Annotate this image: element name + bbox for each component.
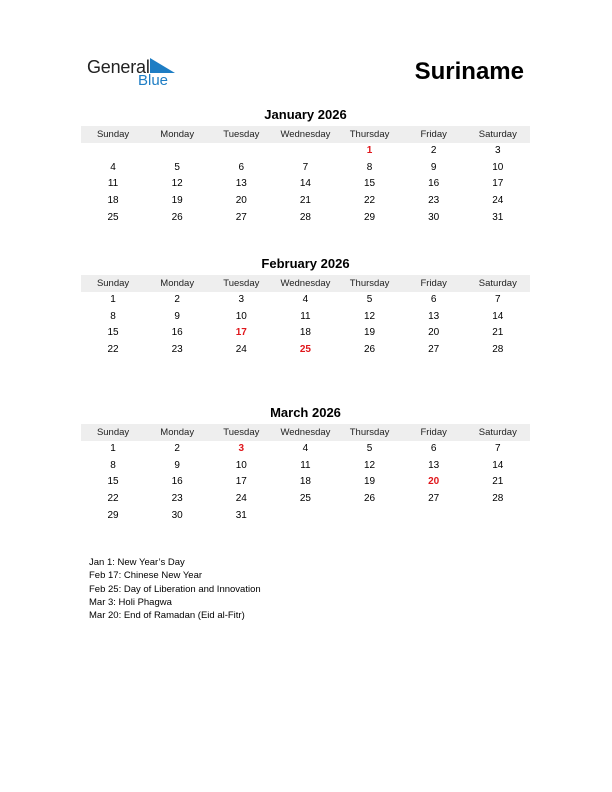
date-cell: 27 xyxy=(428,493,440,505)
date-cell: 8 xyxy=(366,161,373,173)
week-row xyxy=(81,292,530,309)
date-cell: 18 xyxy=(299,476,311,488)
weekday-label: Thursday xyxy=(349,278,390,289)
logo-text-general: General xyxy=(87,57,150,77)
date-cell: 29 xyxy=(107,509,119,521)
weekday-label: Saturday xyxy=(478,129,517,140)
date-cell: 1 xyxy=(110,443,116,454)
date-cell: 30 xyxy=(171,509,183,521)
month-title: March 2026 xyxy=(270,405,341,420)
date-cell: 7 xyxy=(495,294,501,305)
date-cell: 14 xyxy=(492,459,504,471)
week-row xyxy=(81,491,530,508)
date-cell: 27 xyxy=(428,344,440,356)
weekday-label: Sunday xyxy=(96,129,130,140)
weekday-header-row xyxy=(81,126,530,143)
holiday-date: 3 xyxy=(238,443,245,454)
weekday-label: Wednesday xyxy=(280,278,331,289)
date-cell: 19 xyxy=(171,195,183,207)
date-cell: 2 xyxy=(430,145,437,156)
date-cell: 8 xyxy=(110,459,116,471)
month-title: February 2026 xyxy=(261,256,350,271)
holiday-list-item: Mar 3: Holi Phagwa xyxy=(89,596,172,608)
date-cell: 12 xyxy=(364,459,376,471)
date-cell: 9 xyxy=(430,161,437,173)
month-calendar xyxy=(81,404,530,524)
week-row xyxy=(81,441,530,458)
holiday-date: 20 xyxy=(428,476,440,488)
date-cell: 14 xyxy=(299,178,311,190)
weekday-label: Tuesday xyxy=(223,129,260,140)
date-cell: 21 xyxy=(492,476,504,488)
week-row xyxy=(81,309,530,326)
date-cell: 31 xyxy=(492,211,504,223)
empty-date-cell xyxy=(145,143,209,160)
date-cell: 28 xyxy=(299,211,311,223)
date-cell: 22 xyxy=(107,493,119,505)
weekday-label: Monday xyxy=(160,427,195,438)
date-cell: 13 xyxy=(428,459,440,471)
date-cell: 13 xyxy=(428,310,440,322)
logo-text-blue: Blue xyxy=(138,72,169,89)
week-row xyxy=(81,160,530,177)
date-cell: 10 xyxy=(235,459,247,471)
date-cell: 11 xyxy=(107,178,119,190)
date-cell: 12 xyxy=(171,178,183,190)
weekday-label: Saturday xyxy=(478,278,517,289)
date-cell: 18 xyxy=(107,195,119,207)
date-cell: 19 xyxy=(364,476,376,488)
weekday-label: Sunday xyxy=(96,427,130,438)
date-cell: 20 xyxy=(235,195,247,207)
date-cell: 2 xyxy=(174,443,180,454)
week-row xyxy=(81,143,530,160)
date-cell: 4 xyxy=(302,443,309,454)
date-cell: 27 xyxy=(235,211,247,223)
weekday-label: Friday xyxy=(420,278,447,289)
holiday-date: 1 xyxy=(366,145,373,156)
date-cell: 5 xyxy=(366,294,373,305)
date-cell: 11 xyxy=(300,459,311,471)
date-cell: 6 xyxy=(430,294,437,305)
date-cell: 14 xyxy=(492,310,504,322)
weekday-label: Sunday xyxy=(96,278,130,289)
month-calendar xyxy=(81,255,530,359)
date-cell: 17 xyxy=(235,476,247,488)
weekday-label: Wednesday xyxy=(280,427,331,438)
holiday-list-item: Jan 1: New Year’s Day xyxy=(89,557,185,568)
weekday-label: Thursday xyxy=(349,427,390,438)
date-cell: 25 xyxy=(107,211,119,223)
week-row xyxy=(81,508,530,525)
date-cell: 24 xyxy=(492,195,504,207)
date-cell: 15 xyxy=(364,178,376,190)
date-cell: 24 xyxy=(235,493,247,505)
date-cell: 6 xyxy=(430,443,437,454)
date-cell: 2 xyxy=(174,294,180,305)
date-cell: 4 xyxy=(110,161,116,173)
empty-date-cell xyxy=(273,508,337,525)
week-row xyxy=(81,325,530,342)
date-cell: 19 xyxy=(364,327,376,339)
date-cell: 21 xyxy=(492,327,504,339)
date-cell: 26 xyxy=(364,344,376,356)
weekday-header-row xyxy=(81,275,530,292)
weekday-label: Friday xyxy=(420,129,447,140)
month-title: January 2026 xyxy=(264,107,347,122)
week-row xyxy=(81,193,530,210)
date-cell: 18 xyxy=(299,327,311,339)
date-cell: 16 xyxy=(171,476,183,488)
weekday-label: Wednesday xyxy=(280,129,331,140)
holiday-date: 17 xyxy=(235,327,247,339)
week-row xyxy=(81,474,530,491)
weekday-label: Friday xyxy=(420,427,447,438)
date-cell: 9 xyxy=(174,459,180,471)
weekday-label: Monday xyxy=(160,278,195,289)
week-row xyxy=(81,176,530,193)
empty-date-cell xyxy=(466,508,530,525)
weekday-label: Monday xyxy=(160,129,195,140)
empty-date-cell xyxy=(402,508,466,525)
date-cell: 22 xyxy=(107,344,119,356)
date-cell: 31 xyxy=(235,509,247,521)
date-cell: 15 xyxy=(107,327,119,339)
empty-date-cell xyxy=(338,508,402,525)
date-cell: 23 xyxy=(171,493,183,505)
holiday-date: 25 xyxy=(299,344,311,356)
date-cell: 3 xyxy=(238,294,245,305)
date-cell: 8 xyxy=(110,310,116,322)
week-row xyxy=(81,210,530,227)
date-cell: 1 xyxy=(110,294,116,305)
country-title: Suriname xyxy=(414,58,524,85)
holiday-list xyxy=(89,556,261,622)
date-cell: 26 xyxy=(364,493,376,505)
month-calendar xyxy=(81,106,530,226)
week-row xyxy=(81,458,530,475)
date-cell: 7 xyxy=(302,161,309,173)
date-cell: 16 xyxy=(171,327,183,339)
date-cell: 10 xyxy=(492,161,504,173)
empty-date-cell xyxy=(273,143,337,160)
holiday-list-item: Mar 20: End of Ramadan (Eid al-Fitr) xyxy=(89,610,245,622)
generalblue-logo xyxy=(87,56,187,92)
date-cell: 30 xyxy=(428,211,440,223)
date-cell: 28 xyxy=(492,493,504,505)
date-cell: 15 xyxy=(107,476,119,488)
weekday-label: Thursday xyxy=(349,129,390,140)
date-cell: 9 xyxy=(174,310,180,322)
date-cell: 20 xyxy=(428,327,440,339)
date-cell: 16 xyxy=(428,178,440,190)
date-cell: 3 xyxy=(495,145,501,156)
weekday-label: Tuesday xyxy=(223,427,260,438)
weekday-label: Tuesday xyxy=(223,278,260,289)
holiday-list-item: Feb 25: Day of Liberation and Innovation xyxy=(89,583,261,595)
empty-date-cell xyxy=(81,143,145,160)
holiday-list-item: Feb 17: Chinese New Year xyxy=(89,570,203,582)
date-cell: 17 xyxy=(492,178,504,190)
weekday-header-row xyxy=(81,424,530,441)
date-cell: 26 xyxy=(171,211,183,223)
date-cell: 23 xyxy=(428,195,440,207)
date-cell: 5 xyxy=(174,161,180,173)
date-cell: 13 xyxy=(235,178,247,190)
week-row xyxy=(81,342,530,359)
date-cell: 6 xyxy=(238,161,245,173)
date-cell: 25 xyxy=(299,493,311,505)
date-cell: 23 xyxy=(171,344,183,356)
date-cell: 12 xyxy=(364,310,376,322)
date-cell: 29 xyxy=(364,211,376,223)
date-cell: 5 xyxy=(366,443,373,454)
weekday-label: Saturday xyxy=(478,427,517,438)
date-cell: 7 xyxy=(495,443,501,454)
date-cell: 11 xyxy=(300,310,311,322)
empty-date-cell xyxy=(209,143,273,160)
date-cell: 4 xyxy=(302,294,309,305)
date-cell: 22 xyxy=(364,195,376,207)
date-cell: 10 xyxy=(235,310,247,322)
date-cell: 28 xyxy=(492,344,504,356)
date-cell: 24 xyxy=(235,344,247,356)
date-cell: 21 xyxy=(299,195,311,207)
